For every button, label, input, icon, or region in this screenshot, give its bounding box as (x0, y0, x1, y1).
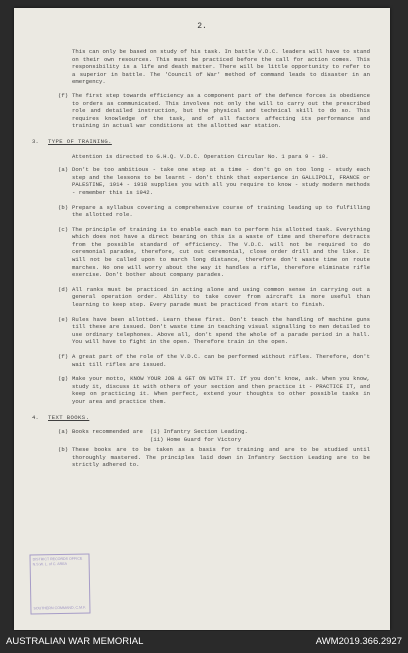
section-number: 4. (32, 413, 39, 421)
item-label: (b) (58, 446, 69, 454)
document-body (32, 48, 370, 476)
section-3-intro (32, 153, 370, 161)
section-3-item-g (32, 375, 370, 405)
books-lead: Books recommended are (72, 428, 143, 436)
footer-accession-number: AWM2019.366.2927 (315, 636, 402, 647)
section-3-item-d (32, 286, 370, 309)
section-4-item-a (32, 428, 370, 444)
page-number: 2. (197, 22, 207, 31)
stamp-line: SOUTHERN COMMAND, C.M.F. (33, 605, 86, 611)
book-item: (i) Infantry Section Leading. (150, 428, 248, 436)
top-paragraph (32, 48, 370, 86)
item-label: (g) (58, 375, 69, 383)
footer-bar (0, 631, 408, 653)
paragraph-f1 (32, 92, 370, 130)
top-paragraph-text: This can only be based on study of his task. In battle V.D.C. leaders will have to stand on their own resources. This must be practiced before the call for action comes. This responsibility is a life and death matter. There will be little opportunity to refer to a superior in battle. The 'Council of War' method of command leads to disaster in an emergency. (72, 48, 370, 86)
item-label: (a) (58, 428, 69, 436)
stamp-line: DISTRICT RECORDS OFFICE (32, 556, 83, 562)
item-label: (c) (58, 225, 69, 233)
paragraph-label: (f) (58, 91, 69, 99)
item-text: A great part of the role of the V.D.C. can be performed without rifles. Therefore, don't wait till rifles are issued. (72, 353, 370, 368)
section-3-item-e (32, 316, 370, 346)
section-number: 3. (32, 137, 39, 145)
item-text: Make your motto, KNOW YOUR JOB & GET ON WITH IT. If you don't know, ask. When you know, study it, discuss it with others of your section and then practice it - PRACTICE IT, and keep on practicing it. When perfect, extend your thoughts to other possible tasks in your area and practice them. (72, 375, 370, 405)
intro-text: Attention is directed to G.H.Q. V.D.C. Operation Circular No. 1 para 9 - 10. (72, 152, 329, 160)
section-3-item-b (32, 204, 370, 219)
books-list (150, 428, 248, 443)
paragraph-text: The first step towards efficiency as a component part of the defence forces is obedience to orders as communicated. This involves not only the will to carry out the prescribed role and detailed instruction, but the physical and technical skill to do so. This requires knowledge of the task, and of all factors affecting its performance and training in actual war conditions at the allotted war station. (72, 91, 370, 130)
section-3-heading (32, 138, 370, 146)
section-4-heading (32, 414, 370, 422)
section-3-item-c (32, 226, 370, 279)
item-label: (e) (58, 315, 69, 323)
stamp-line (33, 577, 87, 583)
item-text: The principle of training is to enable each man to perform his allotted task. Everything which does not have a direct bearing on this is a waste of time and therefore detracts from the possible standard of efficiency. The V.D.C. will not be required to do ceremonial parades, therefore, cut out ceremonial, close order drill and the like. It will not be called upon to march long distance, therefore don't waste time on route marches. No one will worry about the way it handles a rifle, therefore eliminate rifle exercise. Don't bother about company parades. (72, 225, 370, 279)
item-text: Rules have been allotted. Learn these first. Don't teach the handling of machine guns till these are issued. Don't waste time in teaching visual signalling to men detailed to use ordinary telephones. Above all, don't spend the whole of a parade period in a hall. You will have to fight in the open. Therefore train in the open. (72, 315, 370, 346)
item-label: (f) (58, 353, 69, 360)
item-label: (d) (58, 285, 69, 293)
records-office-stamp (29, 553, 90, 614)
footer-institution: AUSTRALIAN WAR MEMORIAL (6, 636, 144, 647)
document-page (14, 8, 390, 630)
stamp-line: N.S.W. L. of C. AREA (32, 561, 68, 567)
section-3-item-a (32, 166, 370, 196)
item-text: Don't be too ambitious - take one step at a time - don't go on too long - study each step and the lessons to be learnt - don't think that experience in GALLIPOLI, FRANCE or PALESTINE, 1914 - 1918 supplies you with all you require to know - study modern methods - remember this is 1942. (72, 166, 370, 196)
item-text: These books are to be taken as a basis for training and are to be studied until thoroughly mastered. The principles laid down in Infantry Section Leading are to be strictly adhered to. (72, 446, 370, 469)
section-title: TYPE OF TRAINING. (48, 137, 112, 145)
item-label: (a) (58, 166, 69, 174)
item-label: (b) (58, 203, 69, 211)
book-item: (ii) Home Guard for Victory (150, 435, 242, 443)
section-3-item-f (32, 353, 370, 368)
section-title: TEXT BOOKS. (48, 413, 90, 421)
item-text: Prepare a syllabus covering a comprehensive course of training leading up to fulfilling the allotted role. (72, 203, 370, 219)
item-text: All ranks must be practiced in acting alone and using common sense in carrying out a general operation order. Ability to take cover from aircraft is more useful than learning to keep step. Every parade must be practiced from start to finish. (72, 285, 370, 309)
section-4-item-b (32, 446, 370, 469)
